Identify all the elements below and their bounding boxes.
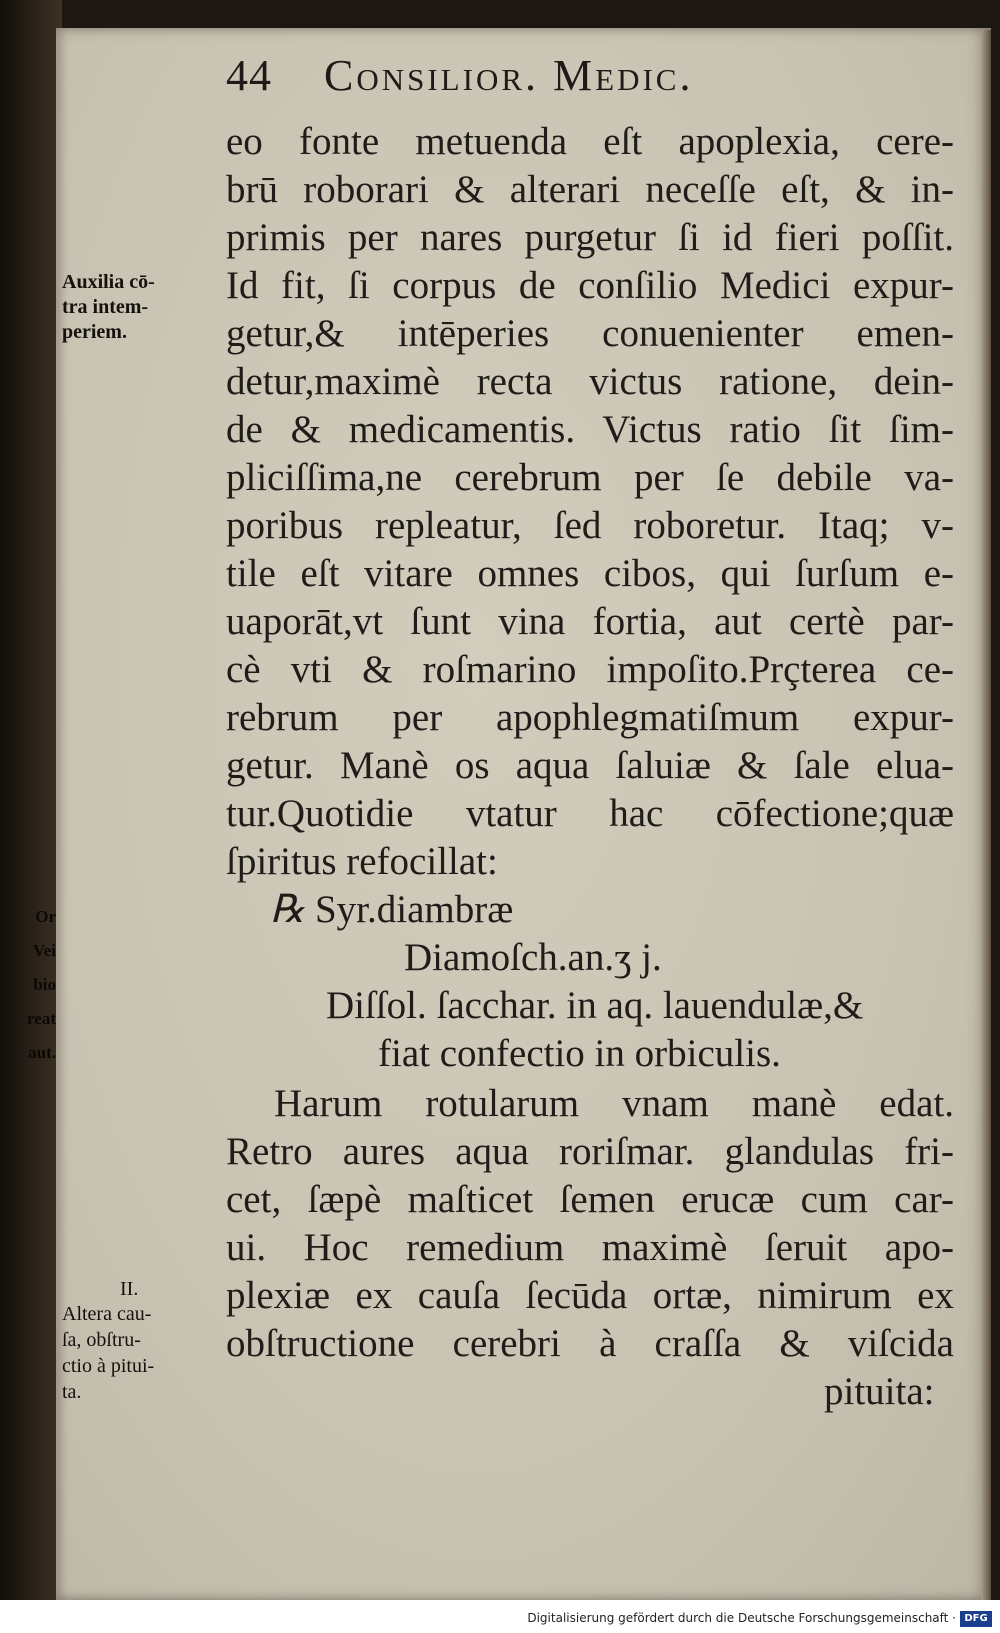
margin-note: Altera cau- xyxy=(62,1303,152,1325)
running-title: Consilior. Medic. xyxy=(324,51,694,100)
text-line: Id fit, ſi corpus de conſilio Medici expur- xyxy=(226,264,954,307)
page-number: 44 xyxy=(226,51,272,100)
recipe-ingredient: Syr.diambræ xyxy=(314,888,514,931)
text-line: cè vti & roſmarino impoſito.Prçterea ce- xyxy=(226,648,954,691)
text-line: Harum rotularum vnam manè edat. xyxy=(274,1082,954,1125)
prev-fragment: bio xyxy=(33,975,56,994)
text-line: cet, ſæpè maſticet ſemen erucæ cum car- xyxy=(226,1178,954,1221)
margin-note: tra intem- xyxy=(62,296,149,318)
recipe-line-2: Diamoſch.an.ʒ j. xyxy=(404,936,662,979)
recipe-line-3: Diſſol. ſacchar. in aq. lauendulæ,& xyxy=(326,984,864,1027)
catchword: pituita: xyxy=(824,1370,935,1413)
dfg-logo: DFG xyxy=(960,1611,992,1627)
text-line: de & medicamentis. Victus ratio ſit ſim- xyxy=(226,408,954,451)
text-line: primis per nares purgetur ſi id fieri poſſit. xyxy=(226,216,954,259)
prev-fragment: reat xyxy=(27,1009,56,1028)
text-line: poribus repleatur, ſed roboretur. Itaq; v- xyxy=(226,504,954,547)
margin-note: Auxilia cō- xyxy=(62,271,155,293)
prev-fragment: aut. xyxy=(28,1043,56,1062)
recipe-line-1 xyxy=(270,886,513,933)
text-line: getur. Manè os aqua ſaluiæ & ſale elua- xyxy=(226,744,954,787)
recipe-line-4: fiat confectio in orbiculis. xyxy=(378,1032,781,1075)
prev-fragment: Vei xyxy=(33,941,56,960)
text-line: tile eſt vitare omnes cibos, qui ſurſum e- xyxy=(226,552,954,595)
text-line: tur.Quotidie vtatur hac cōfectione;quæ xyxy=(226,792,954,835)
scan-background-left xyxy=(0,0,62,1633)
margin-note: periem. xyxy=(62,321,127,343)
text-line: pliciſſima,ne cerebrum per ſe debile va- xyxy=(226,456,954,499)
page-header xyxy=(226,50,693,101)
margin-note-number: II. xyxy=(120,1278,139,1300)
margin-note: ſa, obſtru- xyxy=(62,1329,141,1351)
text-line: getur,& intēperies conuenienter emen- xyxy=(226,312,954,355)
funding-note: Digitalisierung gefördert durch die Deutsche Forschungsgemeinschaft · xyxy=(527,1611,956,1625)
text-line: ſpiritus refocillat: xyxy=(226,840,498,883)
text-line: detur,maximè recta victus ratione, dein- xyxy=(226,360,954,403)
text-line: brū roborari & alterari neceſſe eſt, & in- xyxy=(226,168,954,211)
text-line: eo fonte metuenda eſt apoplexia, cere- xyxy=(226,120,954,163)
text-line: rebrum per apophlegmatiſmum expur- xyxy=(226,696,954,739)
text-line: uaporāt,vt ſunt vina fortia, aut certè par- xyxy=(226,600,954,643)
digitization-footer xyxy=(0,1600,1000,1633)
text-line: plexiæ ex cauſa ſecūda ortæ, nimirum ex xyxy=(226,1274,954,1317)
prev-fragment: Or xyxy=(35,907,56,926)
page-edge-shadow xyxy=(981,30,991,1600)
text-line: Retro aures aqua roriſmar. glandulas fri- xyxy=(226,1130,954,1173)
previous-page-edge xyxy=(0,900,56,1075)
text-line: obſtructione cerebri à craſſa & viſcida xyxy=(226,1322,954,1365)
margin-note: ta. xyxy=(62,1381,82,1403)
recipe-symbol: ℞ xyxy=(270,888,305,931)
text-line: ui. Hoc remedium maximè ſeruit apo- xyxy=(226,1226,954,1269)
margin-note: ctio à pitui- xyxy=(62,1355,155,1377)
